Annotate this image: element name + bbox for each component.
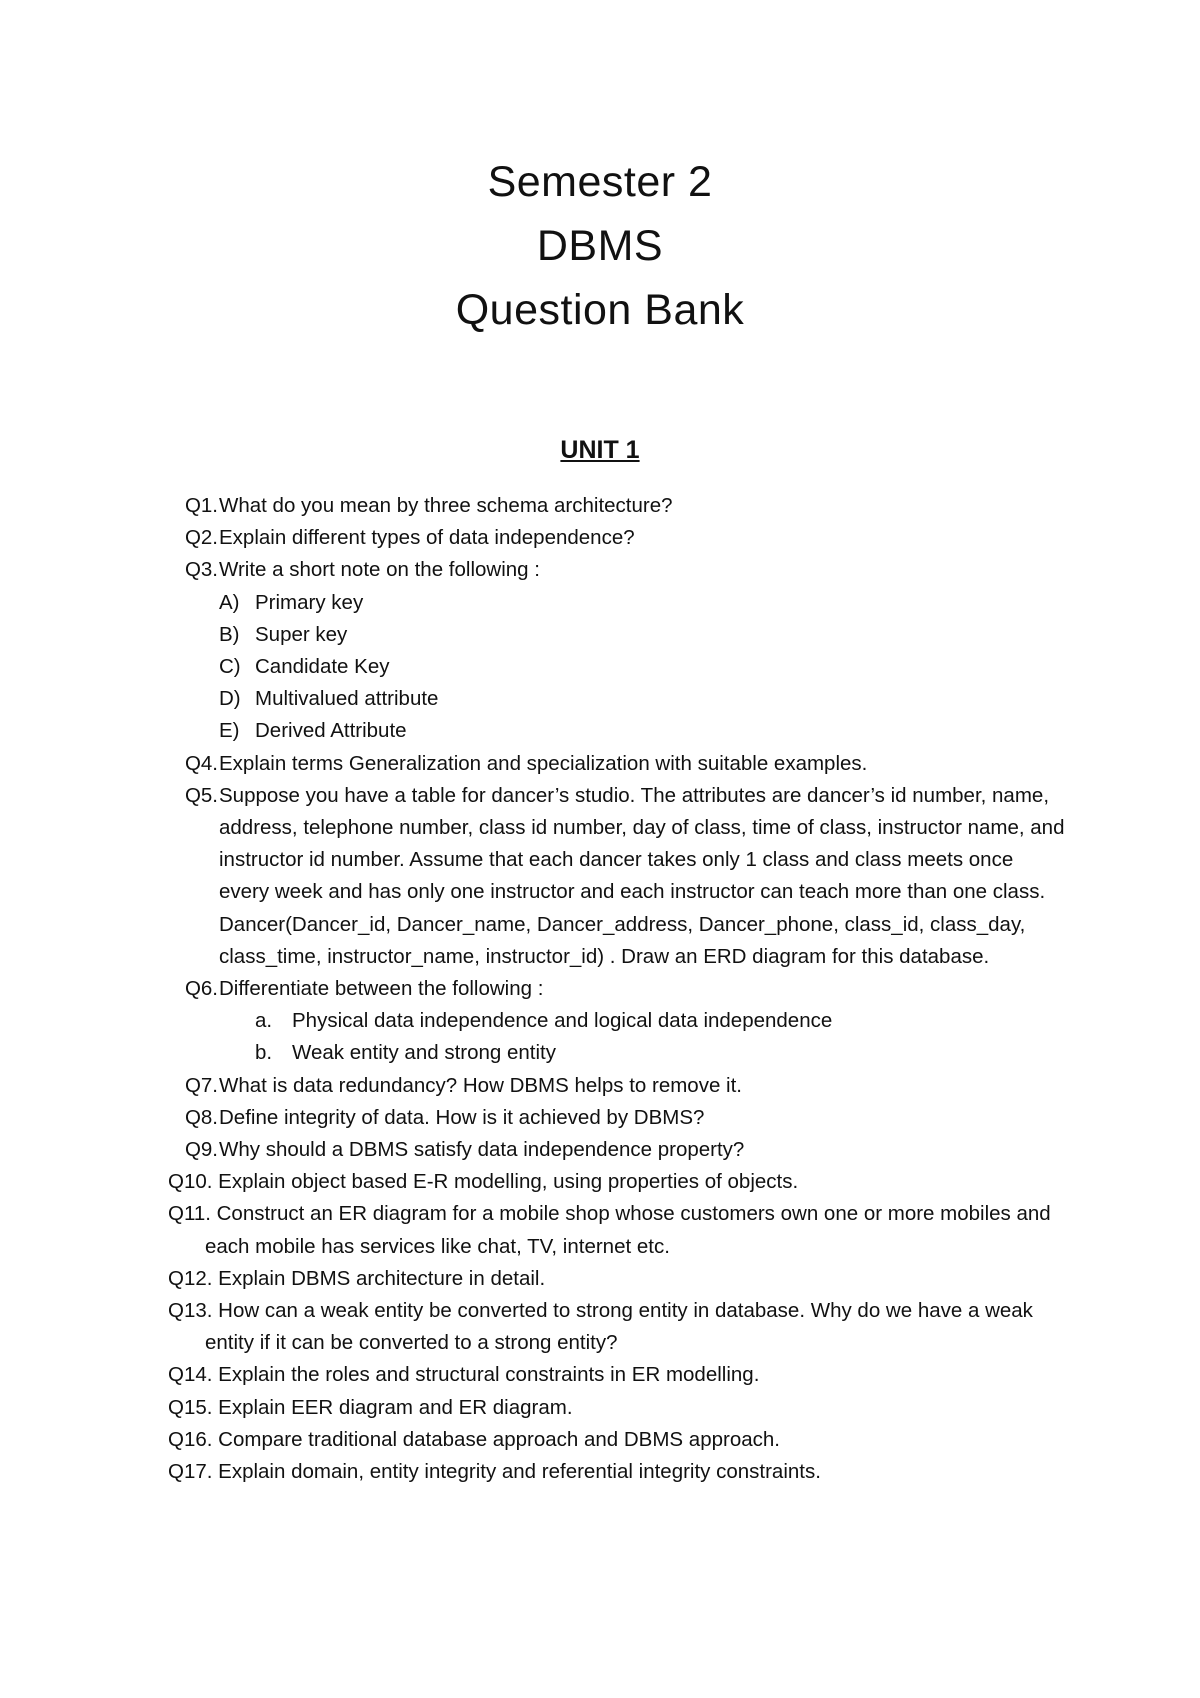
question-item bbox=[0, 780, 1200, 973]
question-text: Explain terms Generalization and specialization with suitable examples. bbox=[219, 751, 868, 775]
semester-title: Semester 2 bbox=[487, 158, 713, 206]
question-text: Explain DBMS architecture in detail. bbox=[218, 1266, 546, 1290]
question-text: Explain object based E-R modelling, using properties of objects. bbox=[212, 1170, 799, 1194]
sub-item-label: E) bbox=[219, 719, 240, 743]
question-text: Suppose you have a table for dancer’s studio. The attributes are dancer’s id number, name, address, telephone number, class id number, day of class, time of class, instructor name, and instructor id number. Assume that each dancer takes only 1 class and class meets once every week and has only one instructor and each instructor can teach more than one class. Dancer(Dancer_id, Dancer_name, Dancer_address, Dancer_phone, class_id, class_day, class_time, instructor_name, instructor_id) . Draw an ERD diagram for this database. bbox=[219, 783, 1065, 968]
question-item bbox=[0, 1359, 1200, 1391]
question-text: Construct an ER diagram for a mobile shop whose customers own one or more mobiles and each mobile has services like chat, TV, internet etc. bbox=[205, 1202, 1051, 1258]
question-line bbox=[168, 1359, 1028, 1391]
question-number: Q13. bbox=[168, 1299, 213, 1323]
question-item bbox=[0, 1070, 1200, 1102]
question-number: Q17. bbox=[168, 1460, 213, 1484]
question-item bbox=[0, 1134, 1200, 1166]
question-text: Define integrity of data. How is it achieved by DBMS? bbox=[219, 1105, 705, 1129]
question-item bbox=[0, 1295, 1068, 1359]
question-list bbox=[0, 490, 1200, 1488]
question-number: Q6. bbox=[184, 977, 218, 1001]
question-item bbox=[0, 522, 1200, 554]
sub-item bbox=[0, 683, 1200, 715]
question-item bbox=[0, 973, 1200, 1005]
question-number: Q7. bbox=[184, 1073, 218, 1097]
question-number: Q1. bbox=[184, 494, 218, 517]
question-item bbox=[0, 490, 1200, 522]
sub-item bbox=[0, 715, 1200, 747]
question-number: Q5. bbox=[184, 783, 218, 807]
question-item bbox=[0, 1198, 1068, 1262]
question-text: Compare traditional database approach and DBMS approach. bbox=[218, 1427, 780, 1451]
sub-item bbox=[0, 587, 1200, 619]
question-line bbox=[168, 1456, 1028, 1488]
subject-title: DBMS bbox=[536, 222, 664, 270]
question-number: Q12. bbox=[168, 1266, 213, 1290]
question-text: Explain EER diagram and ER diagram. bbox=[218, 1395, 573, 1419]
question-line bbox=[168, 1166, 1068, 1198]
sub-item-text: Derived Attribute bbox=[255, 719, 407, 743]
sub-item bbox=[0, 1037, 1200, 1069]
sub-item-label: B) bbox=[219, 622, 240, 646]
question-text: Explain domain, entity integrity and referential integrity constraints. bbox=[218, 1460, 821, 1484]
question-text: Write a short note on the following : bbox=[219, 558, 540, 582]
question-bank-title: Question Bank bbox=[455, 286, 745, 334]
sub-item-text: Multivalued attribute bbox=[255, 687, 439, 711]
question-text: Explain different types of data independence? bbox=[219, 526, 635, 550]
sub-item bbox=[0, 619, 1200, 651]
question-number: Q3. bbox=[184, 558, 218, 582]
question-item bbox=[0, 1456, 1200, 1488]
question-number: Q16. bbox=[168, 1427, 213, 1451]
question-item bbox=[0, 748, 1200, 780]
question-text: How can a weak entity be converted to strong entity in database. Why do we have a weak entity if it can be converted to a strong entity? bbox=[205, 1299, 1033, 1355]
question-number: Q8. bbox=[184, 1105, 218, 1129]
question-text: Why should a DBMS satisfy data independence property? bbox=[219, 1138, 745, 1162]
question-text: Differentiate between the following : bbox=[219, 977, 544, 1001]
question-number: Q14. bbox=[168, 1363, 213, 1387]
sub-item-text: Weak entity and strong entity bbox=[292, 1041, 556, 1065]
question-number: Q4. bbox=[184, 751, 218, 775]
question-number: Q11. bbox=[168, 1202, 211, 1226]
question-line bbox=[168, 1295, 1068, 1359]
question-line bbox=[168, 1392, 1028, 1424]
question-item bbox=[0, 1166, 1200, 1198]
sub-item-label: a. bbox=[255, 1009, 273, 1033]
question-text: What do you mean by three schema architecture? bbox=[219, 494, 673, 517]
question-item bbox=[0, 1263, 1200, 1295]
question-number: Q2. bbox=[184, 526, 218, 550]
sub-item bbox=[0, 1005, 1200, 1037]
unit-heading: UNIT 1 bbox=[560, 436, 640, 464]
question-item bbox=[0, 1424, 1200, 1456]
sub-item-label: A) bbox=[219, 590, 240, 614]
question-line bbox=[168, 1424, 1028, 1456]
question-line bbox=[168, 1263, 1028, 1295]
question-item bbox=[0, 1102, 1200, 1134]
sub-item-text: Candidate Key bbox=[255, 655, 390, 679]
question-item bbox=[0, 1392, 1200, 1424]
sub-item-label: b. bbox=[255, 1041, 273, 1065]
title-block bbox=[0, 150, 1200, 342]
question-number: Q10. bbox=[168, 1170, 213, 1194]
sub-item-label: C) bbox=[219, 655, 241, 679]
question-text: Explain the roles and structural constraints in ER modelling. bbox=[218, 1363, 760, 1387]
sub-item-label: D) bbox=[219, 687, 241, 711]
sub-item-text: Physical data independence and logical data independence bbox=[292, 1009, 833, 1033]
question-number: Q9. bbox=[184, 1138, 218, 1162]
sub-item-text: Super key bbox=[255, 622, 348, 646]
question-number: Q15. bbox=[168, 1395, 213, 1419]
sub-item-text: Primary key bbox=[255, 590, 364, 614]
question-line bbox=[168, 1198, 1068, 1262]
question-item bbox=[0, 554, 1200, 586]
sub-item bbox=[0, 651, 1200, 683]
question-text: What is data redundancy? How DBMS helps to remove it. bbox=[219, 1073, 742, 1097]
